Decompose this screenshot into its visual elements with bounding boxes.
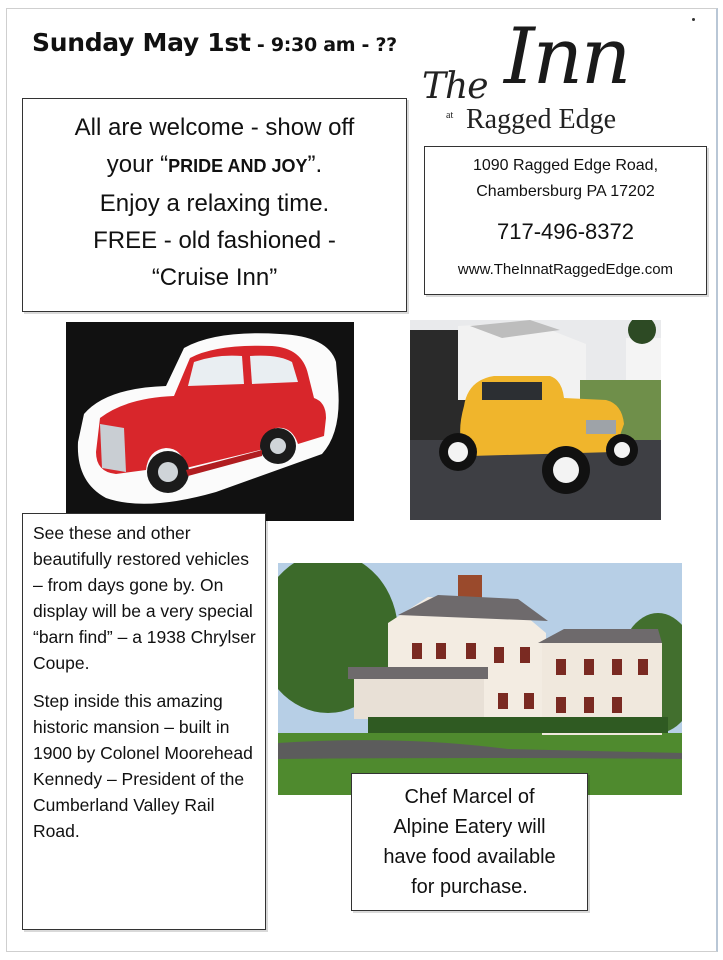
inn-logo	[418, 12, 658, 140]
event-time: 9:30 am	[270, 34, 356, 56]
address-line-1: 1090 Ragged Edge Road,	[472, 157, 659, 174]
chef-line-4: for purchase.	[411, 876, 528, 898]
contact-box	[424, 146, 707, 295]
welcome-line-5: “Cruise Inn”	[151, 264, 278, 291]
vehicles-paragraph: See these and other beautifully restored vehicles – from days gone by. On display will be a very special “barn find” – a 1938 Chrylser Coupe.	[33, 523, 256, 673]
welcome-line-4: FREE - old fashioned -	[93, 227, 336, 254]
chef-box	[351, 773, 588, 911]
logo-at: at	[446, 110, 454, 121]
welcome-line-3: Enjoy a relaxing time.	[99, 190, 330, 217]
chef-line-2: Alpine Eatery will	[393, 816, 546, 838]
mansion-paragraph: Step inside this amazing historic mansion – built in 1900 by Colonel Moorehead Kennedy – President of the Cumberland Valley Rail Road.	[33, 691, 253, 841]
logo-the: The	[422, 66, 488, 107]
yellow-coupe-photo	[410, 320, 661, 520]
welcome-line-1: All are welcome - show off	[74, 114, 355, 141]
welcome-line-2: your “PRIDE AND JOY”.	[106, 151, 323, 178]
chef-line-3: have food available	[383, 846, 556, 868]
speck	[692, 18, 695, 21]
event-headline: Sunday May 1st - 9:30 am - ??	[32, 28, 397, 57]
website-link: www.TheInnatRaggedEdge.com	[457, 261, 674, 278]
logo-inn: Inn	[504, 12, 630, 102]
red-truck-photo	[66, 322, 354, 521]
welcome-box	[22, 98, 407, 312]
mansion-photo	[278, 563, 682, 795]
event-date: Sunday May 1st	[32, 28, 251, 57]
phone-number: 717-496-8372	[496, 219, 634, 244]
description-box	[22, 513, 266, 930]
chef-line-1: Chef Marcel of	[404, 786, 535, 808]
logo-ragged-edge: Ragged Edge	[466, 104, 617, 135]
event-end: ??	[375, 34, 397, 56]
address-line-2: Chambersburg PA 17202	[476, 183, 655, 200]
